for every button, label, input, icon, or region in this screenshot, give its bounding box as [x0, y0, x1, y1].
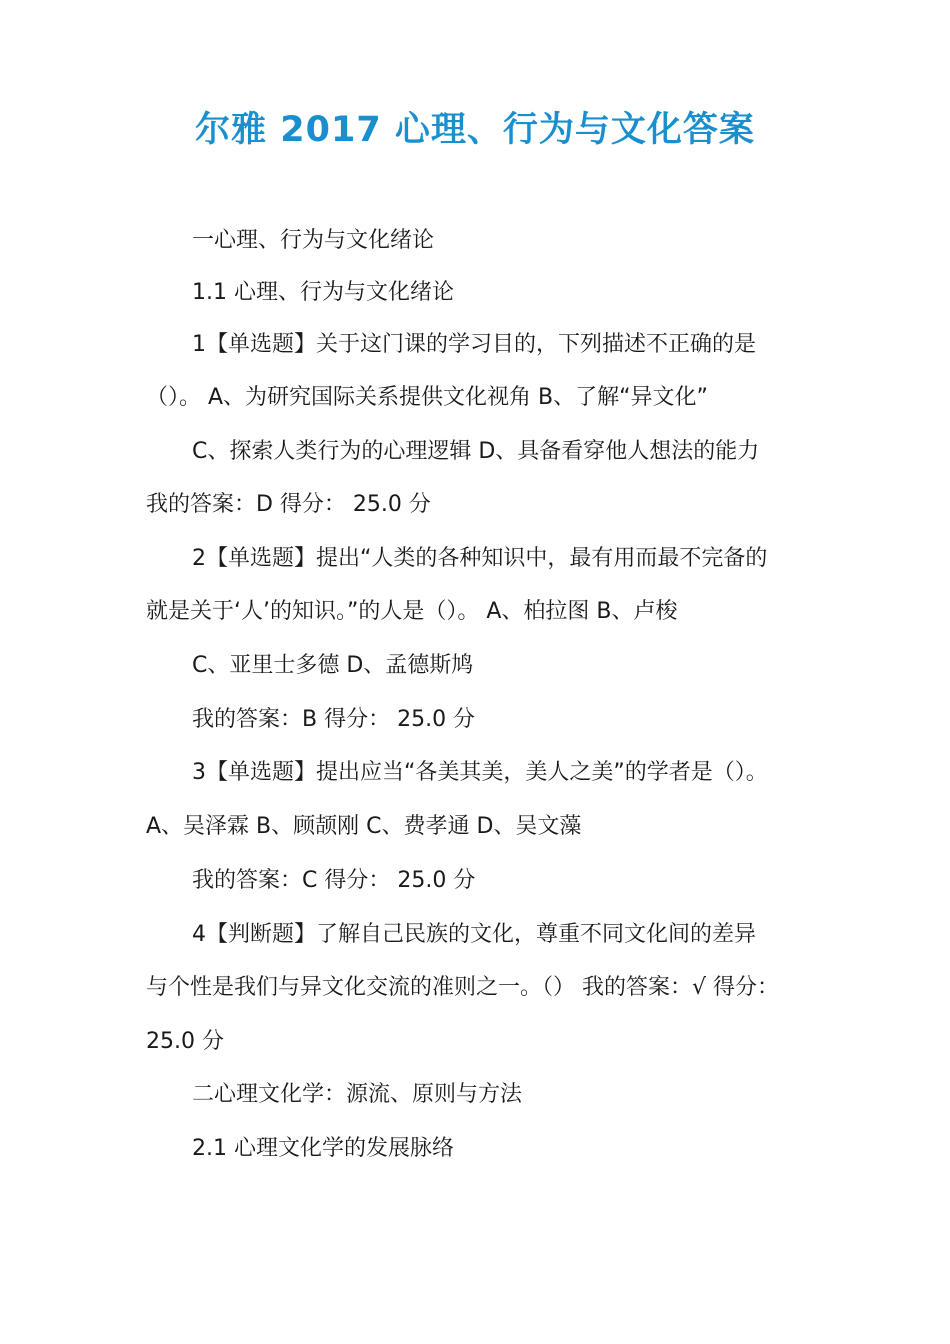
document-title: 尔雅 2017 心理、行为与文化答案 — [195, 110, 755, 150]
question-options: （）。 A、为研究国际关系提供文化视角 B、了解“异文化” — [146, 385, 708, 410]
question-options: C、探索人类行为的心理逻辑 D、具备看穿他人想法的能力 — [192, 439, 760, 464]
question-text: 与个性是我们与异文化交流的准则之一。（） 我的答案：√ 得分： — [146, 975, 780, 1000]
question-options: C、亚里士多德 D、孟德斯鸠 — [192, 653, 474, 678]
question-text: 1【单选题】关于这门课的学习目的，下列描述不正确的是 — [192, 332, 756, 357]
answer-line: 我的答案：C 得分： 25.0 分 — [192, 868, 476, 893]
answer-line: 我的答案：D 得分： 25.0 分 — [146, 492, 431, 517]
question-text: 3【单选题】提出应当“各美其美，美人之美”的学者是（）。 — [192, 760, 768, 785]
section-heading: 二心理文化学：源流、原则与方法 — [192, 1082, 523, 1107]
subsection-heading: 1.1 心理、行为与文化绪论 — [192, 280, 454, 305]
question-options: 就是关于‘人’的知识。”的人是（）。 A、柏拉图 B、卢梭 — [146, 599, 678, 624]
question-text: 4【判断题】了解自己民族的文化，尊重不同文化间的差异 — [192, 922, 756, 947]
question-options: A、吴泽霖 B、顾颉刚 C、费孝通 D、吴文藻 — [146, 814, 582, 839]
question-text: 2【单选题】提出“人类的各种知识中，最有用而最不完备的 — [192, 546, 768, 571]
answer-score: 25.0 分 — [146, 1029, 224, 1054]
section-heading: 一心理、行为与文化绪论 — [192, 228, 435, 253]
subsection-heading: 2.1 心理文化学的发展脉络 — [192, 1136, 454, 1161]
answer-line: 我的答案：B 得分： 25.0 分 — [192, 707, 476, 732]
